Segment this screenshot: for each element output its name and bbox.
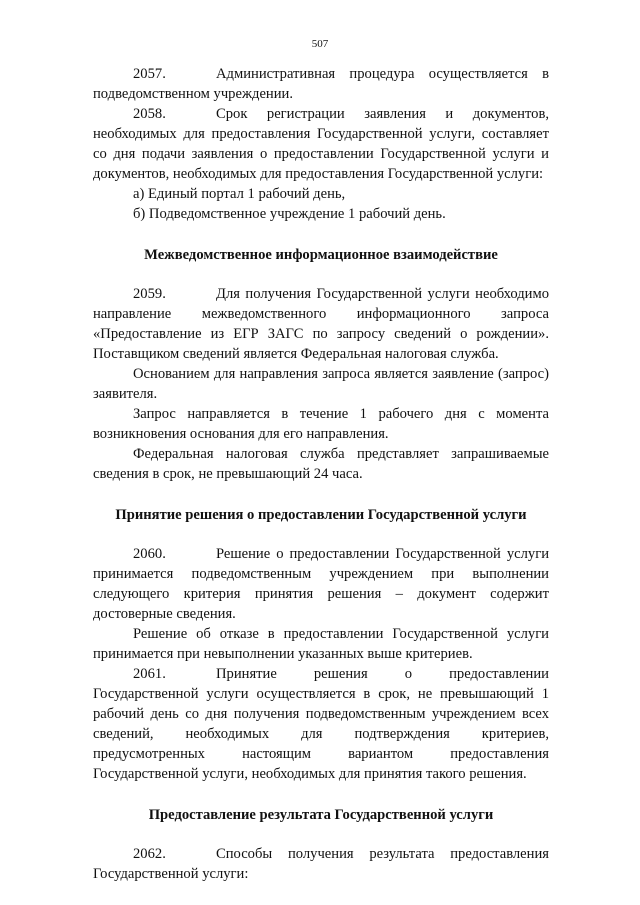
paragraph-2061: [93, 664, 549, 784]
paragraph-text: Для получения Государственной услуги необходимо направление межведомственного информационного запроса «Предоставление из ЕГР ЗАГС по запросу сведений о рождении». Поставщиком сведений является Федеральная налоговая служба.: [93, 286, 549, 362]
paragraph-number: 2060.: [133, 546, 166, 562]
paragraph-basis: Основанием для направления запроса является заявление (запрос) заявителя.: [93, 366, 549, 402]
paragraph-2057: [93, 64, 549, 104]
section-heading-decision: Принятие решения о предоставлении Государственной услуги: [115, 507, 527, 523]
paragraph-2058: [93, 104, 549, 184]
paragraph-2062: [93, 844, 549, 884]
document-body: [93, 64, 549, 884]
paragraph-2059: [93, 284, 549, 364]
section-heading-interagency: Межведомственное информационное взаимодействие: [144, 247, 498, 263]
paragraph-refusal: Решение об отказе в предоставлении Государственной услуги принимается при невыполнении указанных выше критериев.: [93, 626, 549, 662]
paragraph-number: 2061.: [133, 666, 166, 682]
paragraph-text: Способы получения результата предоставления Государственной услуги:: [93, 846, 549, 882]
list-item-b: б) Подведомственное учреждение 1 рабочий день.: [133, 206, 446, 222]
paragraph-text: Принятие решения о предоставлении Государственной услуги осуществляется в срок, не превышающий 1 рабочий день со дня получения подведомственным учреждением всех сведений, необходимых для подтверждения критериев, предусмотренных настоящим вариантом предоставления Государственной услуги, необходимых для принятия такого решения.: [93, 666, 549, 782]
paragraph-number: 2059.: [133, 286, 166, 302]
paragraph-request-sent: Запрос направляется в течение 1 рабочего дня с момента возникновения основания для его направления.: [93, 406, 549, 442]
list-item-a: а) Единый портал 1 рабочий день,: [133, 186, 346, 202]
paragraph-text: Срок регистрации заявления и документов, необходимых для предоставления Государственной услуги, составляет со дня подачи заявления о предоставлении Государственной услуги и документов, необходимых для предоставления Государственной услуги:: [93, 106, 549, 182]
paragraph-text: Решение о предоставлении Государственной услуги принимается подведомственным учреждением при выполнении следующего критерия принятия решения – документ содержит достоверные сведения.: [93, 546, 549, 622]
paragraph-number: 2058.: [133, 106, 166, 122]
page-number: 507: [311, 38, 329, 50]
section-heading-result: Предоставление результата Государственной услуги: [148, 807, 494, 823]
paragraph-text: Административная процедура осуществляется в подведомственном учреждении.: [93, 66, 549, 102]
paragraph-tax-service: Федеральная налоговая служба представляет запрашиваемые сведения в срок, не превышающий 24 часа.: [93, 446, 549, 482]
paragraph-number: 2062.: [133, 846, 166, 862]
paragraph-number: 2057.: [133, 66, 166, 82]
paragraph-2060: [93, 544, 549, 624]
